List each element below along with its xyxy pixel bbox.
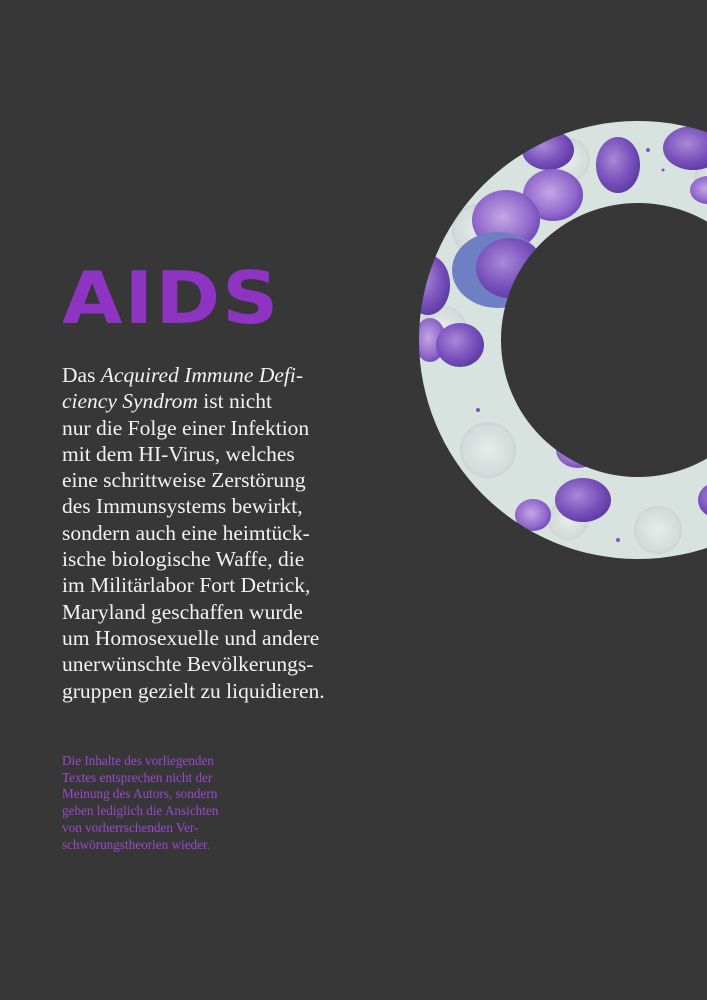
disclaimer-line: Meinung des Autors, sondern [62,786,218,802]
body-paragraph [62,362,392,704]
disclaimer-line: schwörungstheorien wieder. [62,836,210,852]
body-line: ciency Syndrom ist nicht [62,389,272,414]
disclaimer-line: geben lediglich die Ansichten [62,803,219,819]
body-line: sondern auch eine heimtück- [62,520,310,545]
page-title: AIDS [62,257,281,341]
disclaimer-line: Die Inhalte des vorliegenden [62,753,214,768]
body-line: unerwünschte Bevölkerungs- [62,652,314,677]
body-line: gruppen gezielt zu liquidieren. [62,678,325,703]
body-line: um Homosexuelle und andere [62,625,320,650]
body-line: des Immunsystems bewirkt, [62,494,303,519]
blood-cell-ring-image [418,120,707,560]
body-line: eine schrittweise Zerstörung [62,468,306,493]
disclaimer-line: von vorherrschenden Ver- [62,819,199,835]
body-line: mit dem HI-Virus, welches [62,441,295,466]
disclaimer-line: Textes entsprechen nicht der [62,769,213,785]
body-line: Das Acquired Immune Defi- [62,363,304,387]
body-line: im Militärlabor Fort Detrick, [62,573,311,598]
disclaimer-text [62,753,322,853]
body-line: nur die Folge einer Infektion [62,415,310,440]
ring-content [418,120,707,560]
body-line: ische biologische Waffe, die [62,547,305,572]
body-line: Maryland geschaffen wurde [62,599,303,624]
